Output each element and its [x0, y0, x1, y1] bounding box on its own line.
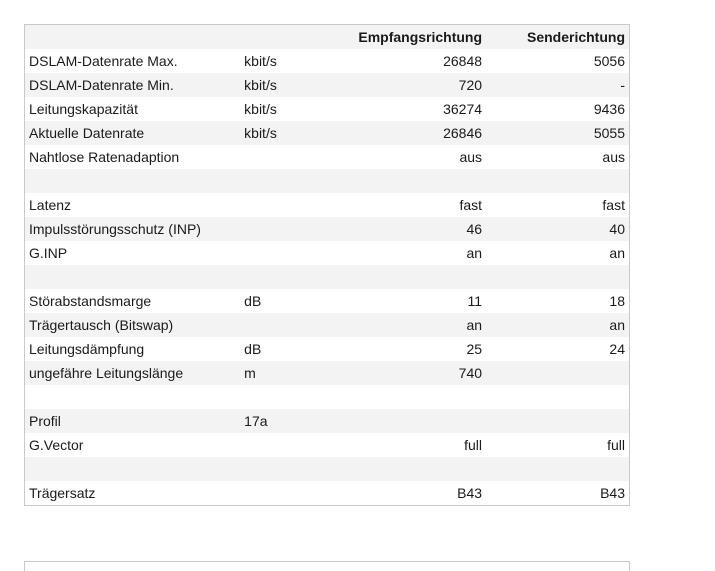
row-unit: dB — [244, 341, 262, 357]
table-header-row — [25, 25, 629, 49]
row-upstream-value — [486, 169, 629, 193]
row-unit: 17a — [244, 413, 268, 429]
header-unit-col — [240, 25, 340, 49]
row-label — [25, 169, 240, 193]
row-upstream-value: 9436 — [593, 101, 625, 117]
row-label: G.Vector — [29, 437, 84, 453]
row-unit: kbit/s — [244, 125, 277, 141]
row-label: Aktuelle Datenrate — [29, 125, 145, 141]
row-downstream-value — [340, 457, 486, 481]
row-label: Störabstandsmarge — [29, 293, 152, 309]
row-downstream-value: 36274 — [443, 101, 483, 117]
row-unit: kbit/s — [244, 101, 277, 117]
row-downstream-value: 26846 — [443, 125, 483, 141]
row-upstream-value: 5056 — [593, 53, 625, 69]
table-row — [25, 481, 629, 505]
row-upstream-value: B43 — [600, 485, 625, 501]
table-row — [25, 49, 629, 73]
dsl-info-panel — [24, 24, 630, 506]
table-row — [25, 241, 629, 265]
row-unit — [240, 265, 340, 289]
row-upstream-value: aus — [602, 149, 625, 165]
header-downstream: Empfangsrichtung — [358, 29, 483, 45]
row-label: Nahtlose Ratenadaption — [29, 149, 180, 165]
row-unit — [240, 241, 340, 265]
row-unit — [240, 145, 340, 169]
table-row — [25, 217, 629, 241]
row-downstream-value — [340, 265, 486, 289]
row-downstream-value: 26848 — [443, 53, 483, 69]
row-upstream-value: 24 — [609, 341, 625, 357]
row-downstream-value: 740 — [458, 365, 483, 381]
table-row — [25, 121, 629, 145]
row-unit: m — [244, 365, 256, 381]
row-downstream-value: 720 — [458, 77, 483, 93]
row-unit — [240, 193, 340, 217]
row-upstream-value: fast — [602, 197, 625, 213]
next-panel — [24, 561, 630, 571]
row-upstream-value: full — [607, 437, 625, 453]
row-upstream-value — [486, 265, 629, 289]
row-downstream-value: 46 — [466, 221, 483, 237]
row-label: Leitungsdämpfung — [29, 341, 145, 357]
row-unit — [240, 313, 340, 337]
row-label: DSLAM-Datenrate Max. — [29, 53, 178, 69]
row-upstream-value — [486, 409, 629, 433]
table-row — [25, 97, 629, 121]
table-row — [25, 337, 629, 361]
row-label: ungefähre Leitungslänge — [29, 365, 184, 381]
row-upstream-value: an — [609, 317, 625, 333]
row-label: G.INP — [29, 245, 68, 261]
row-upstream-value — [486, 385, 629, 409]
dsl-info-table — [25, 25, 629, 505]
row-upstream-value: 5055 — [593, 125, 625, 141]
row-upstream-value: 18 — [609, 293, 625, 309]
row-downstream-value: B43 — [457, 485, 483, 501]
table-row — [25, 313, 629, 337]
row-label: Leitungskapazität — [29, 101, 138, 117]
row-downstream-value: 25 — [466, 341, 483, 357]
row-unit — [240, 385, 340, 409]
row-downstream-value: full — [464, 437, 483, 453]
table-row — [25, 409, 629, 433]
row-downstream-value — [340, 169, 486, 193]
row-downstream-value — [340, 409, 486, 433]
table-row — [25, 433, 629, 457]
row-upstream-value: an — [609, 245, 625, 261]
row-downstream-value: 11 — [467, 293, 483, 309]
table-row — [25, 361, 629, 385]
row-unit — [240, 457, 340, 481]
row-label — [25, 457, 240, 481]
row-label: DSLAM-Datenrate Min. — [29, 77, 174, 93]
row-unit: kbit/s — [244, 53, 277, 69]
table-row — [25, 193, 629, 217]
row-label — [25, 385, 240, 409]
table-body — [25, 49, 629, 505]
row-unit: kbit/s — [244, 77, 277, 93]
table-row — [25, 145, 629, 169]
table-row — [25, 289, 629, 313]
row-label: Impulsstörungsschutz (INP) — [29, 221, 201, 237]
row-upstream-value: - — [620, 77, 625, 93]
row-label: Trägertausch (Bitswap) — [29, 317, 174, 333]
row-downstream-value: fast — [459, 197, 483, 213]
row-unit — [240, 169, 340, 193]
table-row — [25, 457, 629, 481]
row-downstream-value: an — [466, 317, 483, 333]
row-unit: dB — [244, 293, 262, 309]
row-unit — [240, 481, 340, 505]
row-upstream-value — [486, 457, 629, 481]
table-row — [25, 265, 629, 289]
row-downstream-value — [340, 385, 486, 409]
row-downstream-value: an — [466, 245, 483, 261]
row-downstream-value: aus — [459, 149, 483, 165]
row-label: Latenz — [29, 197, 72, 213]
header-label-col — [25, 25, 240, 49]
row-label — [25, 265, 240, 289]
row-upstream-value: 40 — [609, 221, 625, 237]
row-label: Trägersatz — [29, 485, 96, 501]
row-label: Profil — [29, 413, 61, 429]
row-upstream-value — [486, 361, 629, 385]
row-unit — [240, 217, 340, 241]
header-upstream: Senderichtung — [526, 29, 625, 45]
row-unit — [240, 433, 340, 457]
table-row — [25, 169, 629, 193]
table-row — [25, 73, 629, 97]
table-row — [25, 385, 629, 409]
